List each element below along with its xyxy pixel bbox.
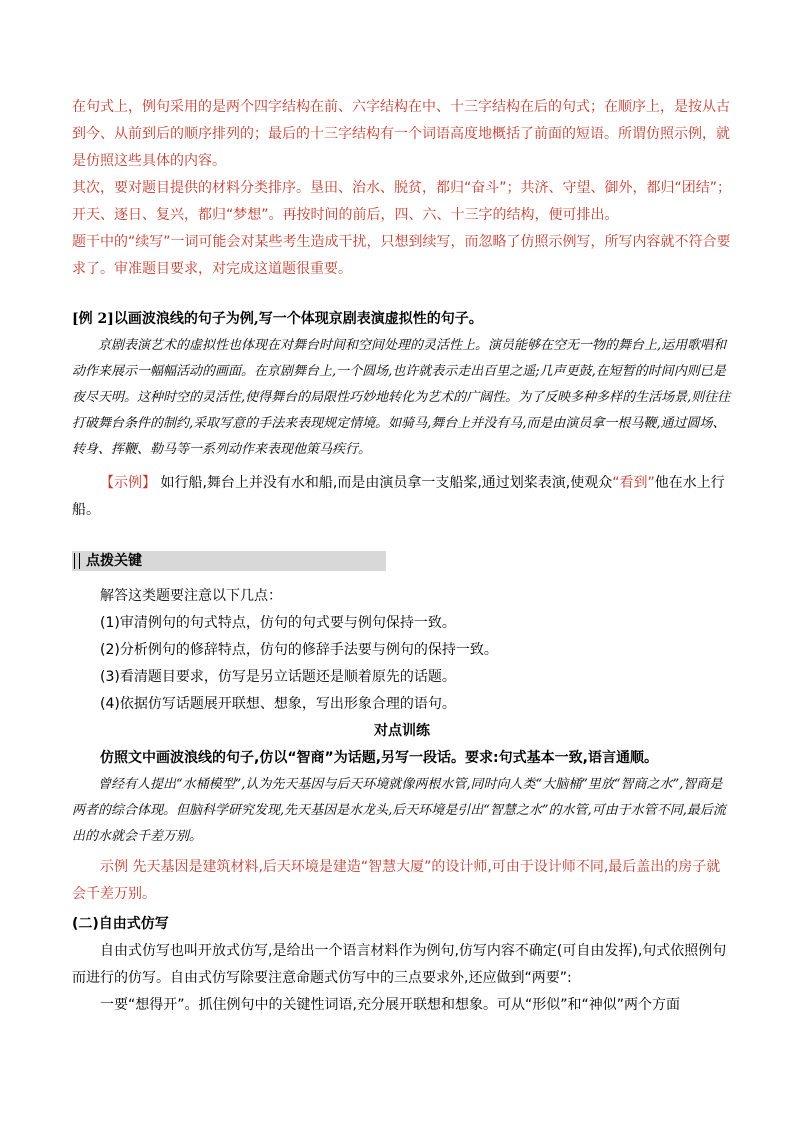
point-4: (4)依据仿写话题展开联想、想象，写出形象合理的语句。 bbox=[100, 696, 456, 712]
point-1: (1)审清例句的句式特点，仿句的句式要与例句保持一致。 bbox=[100, 615, 456, 631]
practice-title: 对点训练 bbox=[374, 723, 430, 739]
analysis-paragraph-3: 题干中的“续写”一词可能会对某些考生造成干扰，只想到续写，而忽略了仿照示例写，所写内容就不符合要求了。审准题目要求，对完成这道题很重要。 bbox=[72, 234, 731, 277]
point-3: (3)看清题目要求，仿写是另立话题还是顺着原先的话题。 bbox=[100, 669, 456, 685]
analysis-paragraph-2: 其次，要对题目提供的材料分类排序。垦田、治水、脱贫，都归“奋斗”；共济、守望、御外，都归“团结”；开天、逐日、复兴，都归“梦想”。再按时间的前后，四、六、十三字的结构，便可排出。 bbox=[72, 180, 732, 223]
example-2-sample bbox=[72, 470, 732, 524]
sample-text-before: 如行船,舞台上并没有水和船,而是由演员拿一支船桨,通过划桨表演,使观众 bbox=[156, 475, 613, 491]
analysis-paragraph-1: 在句式上，例句采用的是两个四字结构在前、六字结构在中、十三字结构在后的句式；在顺序上，是按从古到今、从前到后的顺序排列的；最后的十三字结构有一个词语高度地概括了前面的短语。所谓仿照示例，就是仿照这些具体的内容。 bbox=[72, 99, 730, 169]
practice-passage: 曾经有人提出“水桶模型”,认为先天基因与后天环境就像两根水管,同时向人类“大脑桶”里放“智商之水”,智商是两者的综合体现。但脑科学研究发现,先天基因是水龙头,后天环境是引出“智慧之水”的水管,可由于水管不同,最后流出的水就会千差万别。 bbox=[72, 777, 726, 844]
section-title: 点拨关键 bbox=[86, 553, 142, 569]
point-2: (2)分析例句的修辞特点，仿句的修辞手法要与例句的保持一致。 bbox=[100, 642, 498, 658]
sample-quote: “看到” bbox=[612, 475, 655, 491]
part-2-paragraph-2: 一要“想得开”。抓住例句中的关键性词语,充分展开联想和想象。可从“形似”和“神似”两个方面 bbox=[100, 997, 680, 1013]
section-marker-icon bbox=[74, 553, 80, 569]
sample-text-after: 他在水上行船。 bbox=[72, 475, 725, 518]
practice-prompt: 仿照文中画波浪线的句子,仿以“智商”为话题,另写一段话。要求:句式基本一致,语言通顺。 bbox=[100, 750, 658, 766]
example-2-heading: [例 2]以画波浪线的句子为例,写一个体现京剧表演虚拟性的句子。 bbox=[72, 311, 483, 327]
practice-answer: 示例 先天基因是建筑材料,后天环境是建造“智慧大厦”的设计师,可由于设计师不同,最后盖出的房子就会千差万别。 bbox=[72, 859, 721, 902]
part-2-heading: (二)自由式仿写 bbox=[72, 916, 169, 932]
section-lead: 解答这类题要注意以下几点： bbox=[100, 588, 282, 604]
sample-tag: 【示例】 bbox=[100, 475, 156, 491]
part-2-paragraph-1: 自由式仿写也叫开放式仿写,是给出一个语言材料作为例句,仿写内容不确定(可自由发挥),句式依照例句而进行的仿写。自由式仿写除要注意命题式仿写中的三点要求外,还应做到“两要”: bbox=[72, 943, 727, 986]
example-2-passage: 京剧表演艺术的虚拟性也体现在对舞台时间和空间处理的灵活性上。演员能够在空无一物的舞台上,运用歌唱和动作来展示一幅幅活动的画面。在京剧舞台上,一个圆场,也许就表示走出百里之遥;几声更鼓,在短暂的时间内则已是夜尽天明。这种时空的灵活性,使得舞台的局限性巧妙地转化为艺术的广阔性。为了反映多种多样的生活场景,则往往打破舞台条件的制约,采取写意的手法来表现规定情境。如骑马,舞台上并没有马,而是由演员拿一根马鞭,通过圆场、转身、挥鞭、勒马等一系列动作来表现他策马疾行。 bbox=[72, 338, 731, 457]
section-header-bar bbox=[72, 551, 386, 571]
